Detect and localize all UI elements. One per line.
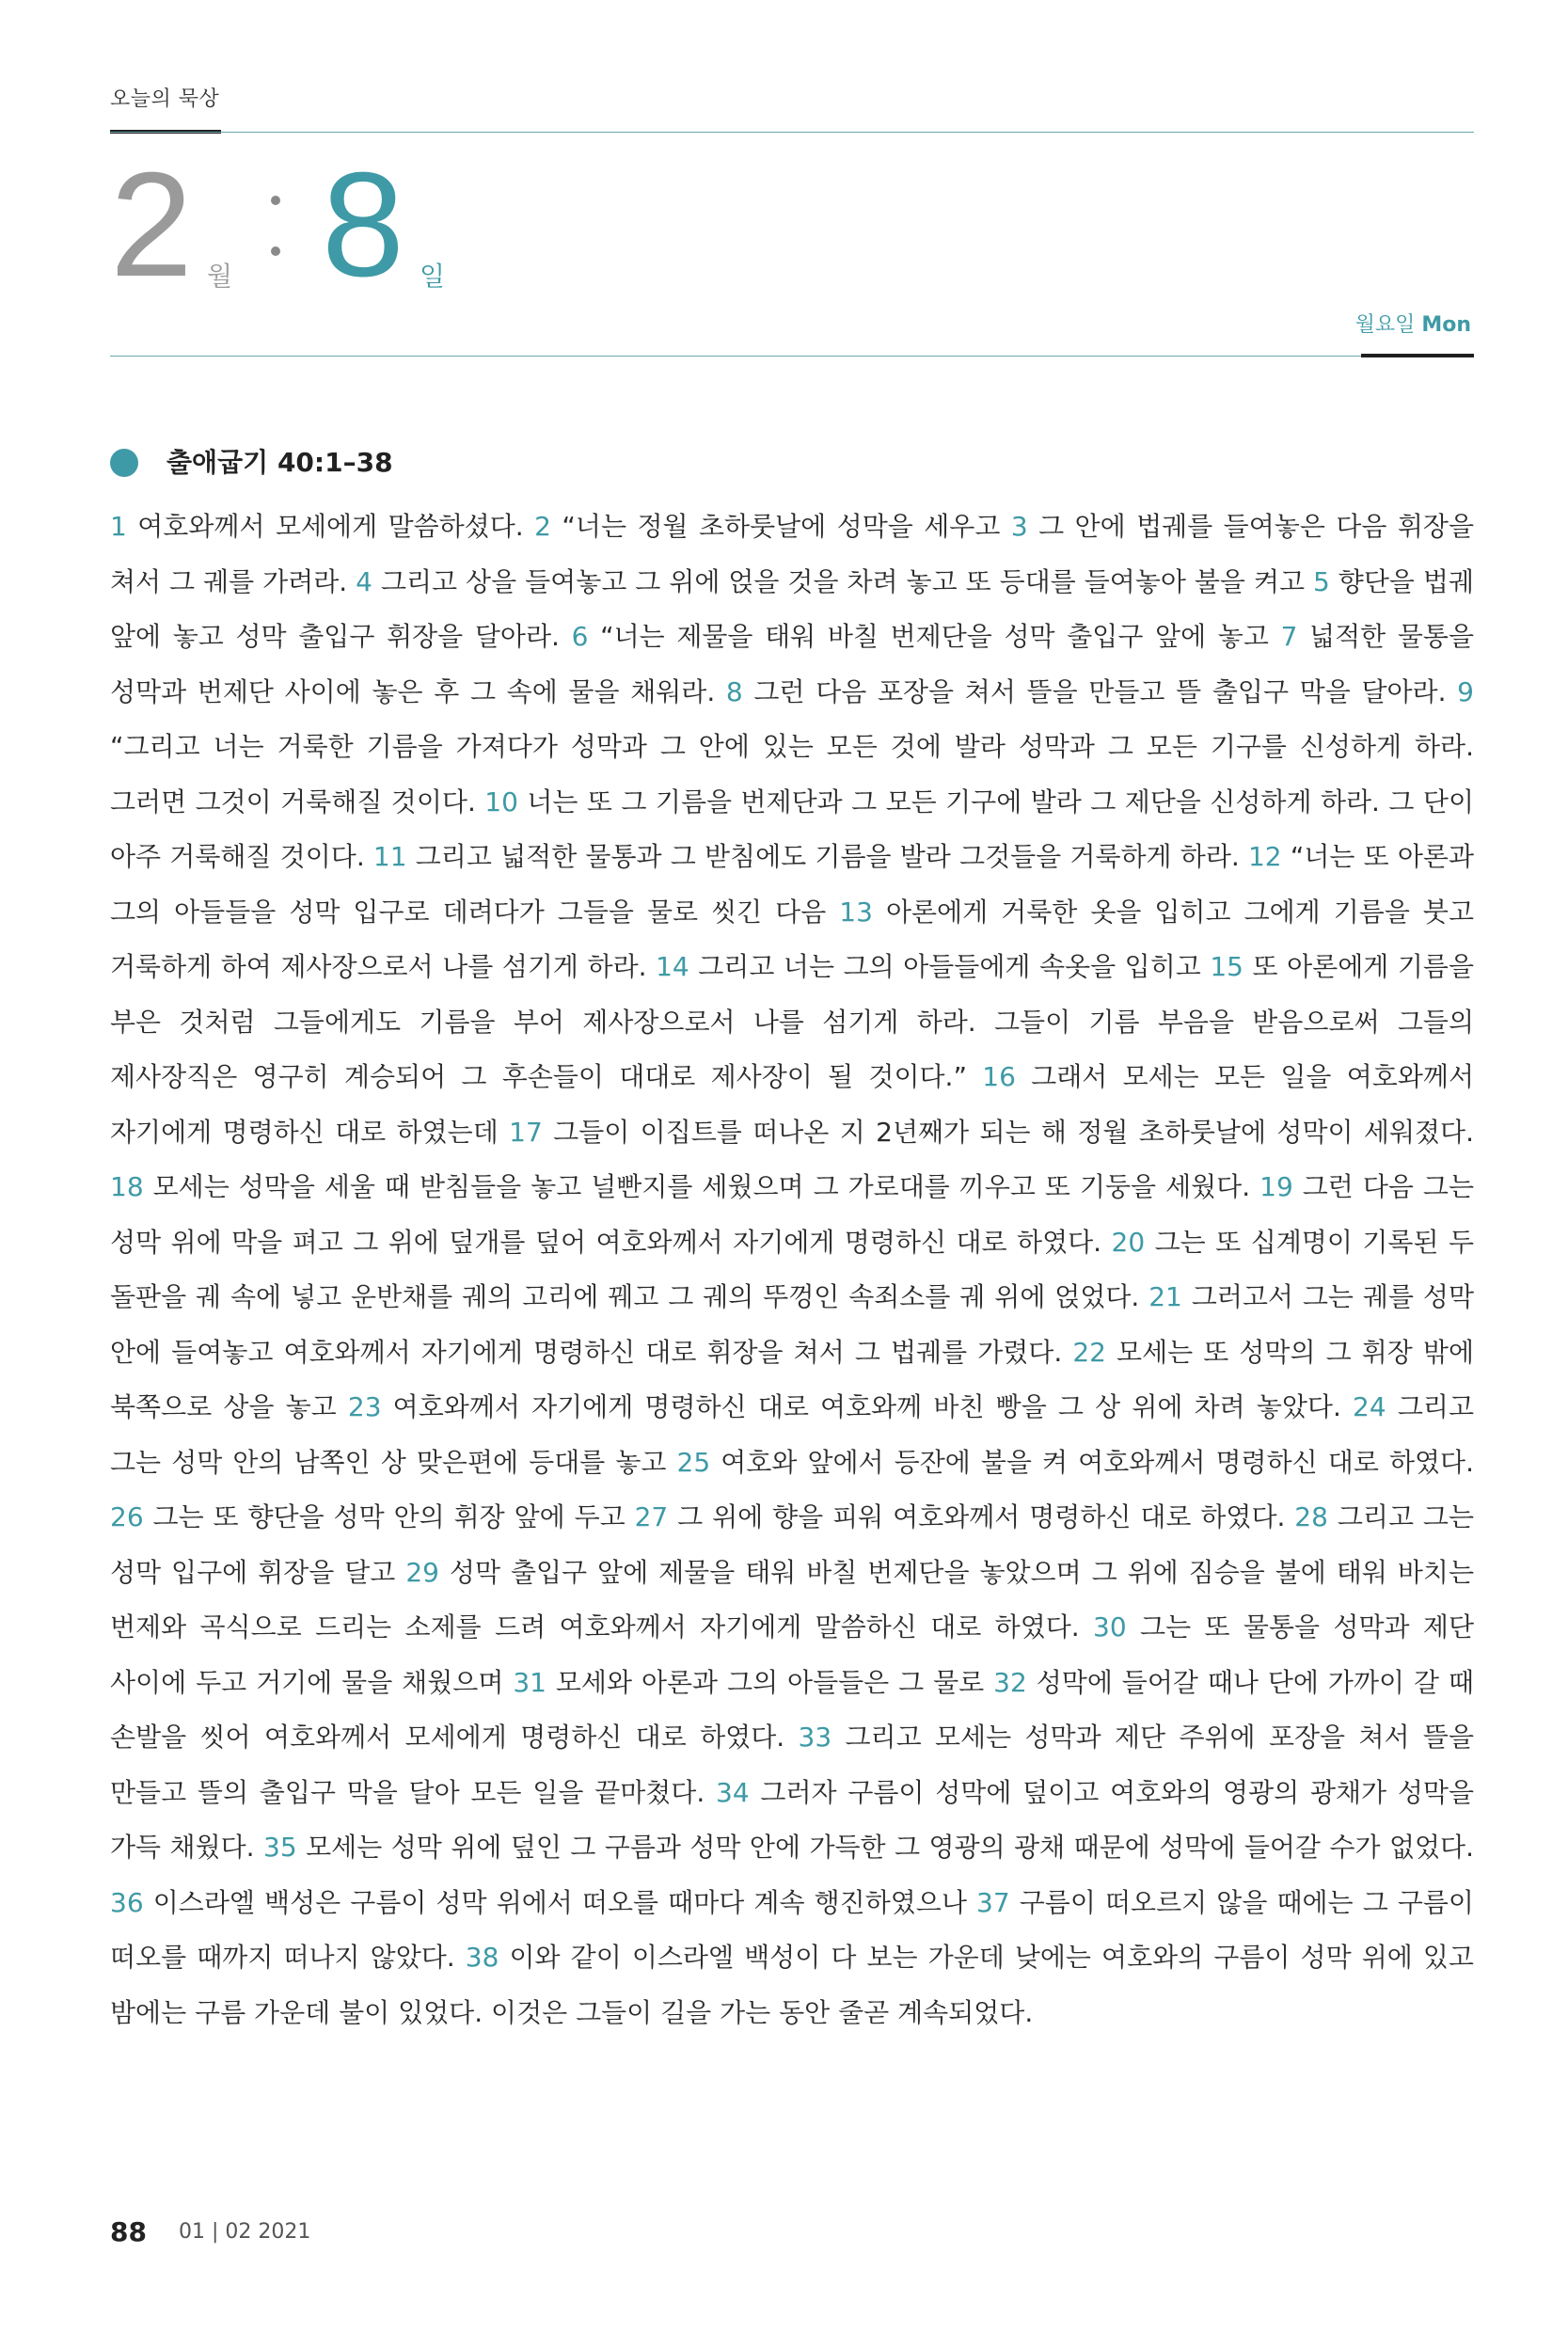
verse-text: 그리고 그는 성막 입구에 휘장을 달고 xyxy=(110,1501,1474,1588)
verse-number: 13 xyxy=(839,896,873,928)
verse-text: “그리고 너는 거룩한 기름을 가져다가 성막과 그 안에 있는 모든 것에 발라 성막과 그 모든 기구를 신성하게 하라. 그러면 그것이 거룩해질 것이다. xyxy=(110,731,1474,817)
verse-number: 38 xyxy=(465,1942,499,1973)
verse-number: 4 xyxy=(356,565,372,597)
verse-text: 그리고 넓적한 물통과 그 받침에도 기름을 발라 그것들을 거룩하게 하라. xyxy=(406,841,1248,872)
verse-text: 넓적한 물통을 성막과 번제단 사이에 놓은 후 그 속에 물을 채워라. xyxy=(110,621,1474,707)
verse-text: 그는 또 십계명이 기록된 두 돌판을 궤 속에 넣고 운반채를 궤의 고리에 꿰고 그 궤의 뚜껑인 속죄소를 궤 위에 얹었다. xyxy=(110,1226,1475,1312)
verse-text: 그런 다음 그는 성막 위에 막을 펴고 그 위에 덮개를 덮어 여호와께서 자기에게 명령하신 대로 하였다. xyxy=(110,1171,1475,1258)
verse-number: 15 xyxy=(1210,951,1243,982)
verse-number: 5 xyxy=(1313,565,1330,597)
verse-text: 여호와께서 모세에게 말씀하셨다. xyxy=(126,511,535,542)
verse-number: 30 xyxy=(1093,1611,1127,1643)
verse-number: 18 xyxy=(110,1171,144,1202)
verse-number: 27 xyxy=(634,1501,669,1532)
verse-text: “너는 정월 초하룻날에 성막을 세우고 xyxy=(550,511,1011,542)
verse-number: 23 xyxy=(347,1391,382,1422)
verse-number: 24 xyxy=(1353,1391,1386,1422)
verse-text: 모세는 또 성막의 그 휘장 밖에 북쪽으로 상을 놓고 xyxy=(110,1336,1474,1422)
verse-text: 모세와 아론과 그의 아들들은 그 물로 xyxy=(546,1666,994,1698)
verse-text: 그리고 상을 들여놓고 그 위에 얹을 것을 차려 놓고 또 등대를 들여놓아 불을 켜고 xyxy=(372,565,1314,597)
verse-text: 그 안에 법궤를 들여놓은 다음 휘장을 쳐서 그 궤를 가려라. xyxy=(110,511,1474,597)
verse-text: 그들이 이집트를 떠나온 지 2년째가 되는 해 정월 초하룻날에 성막이 세워졌다. xyxy=(542,1116,1474,1148)
verse-number: 28 xyxy=(1294,1501,1328,1532)
verse-text: 그리고 너는 그의 아들들에게 속옷을 입히고 xyxy=(689,951,1211,982)
scripture-reference: 출애굽기 40:1–38 xyxy=(166,447,393,478)
verse-number: 17 xyxy=(509,1116,543,1148)
verse-text: 그러고서 그는 궤를 성막 안에 들여놓고 여호와께서 자기에게 명령하신 대로 휘장을 쳐서 그 법궤를 가렸다. xyxy=(110,1281,1474,1368)
verse-text: 너는 또 그 기름을 번제단과 그 모든 기구에 발라 그 제단을 신성하게 하라. 그 단이 아주 거룩해질 것이다. xyxy=(110,786,1474,872)
verse-text: 이와 같이 이스라엘 백성이 다 보는 가운데 낮에는 여호와의 구름이 성막 위에 있고 밤에는 구름 가운데 불이 있었다. 이것은 그들이 길을 가는 동안 줄곧 계속되었다. xyxy=(110,1942,1474,2028)
verse-text: 성막에 들어갈 때나 단에 가까이 갈 때 손발을 씻어 여호와께서 모세에게 명령하신 대로 하였다. xyxy=(110,1666,1474,1753)
page-number: 88 xyxy=(110,2216,147,2247)
verse-text: 이스라엘 백성은 구름이 성막 위에서 떠오를 때마다 계속 행진하였으나 xyxy=(143,1886,976,1918)
date-month: 2 xyxy=(110,142,193,308)
verse-text: 구름이 떠오르지 않을 때에는 그 구름이 떠오를 때까지 떠나지 않았다. xyxy=(110,1886,1474,1973)
verse-number: 11 xyxy=(372,841,407,872)
verse-number: 22 xyxy=(1072,1336,1106,1368)
verse-number: 12 xyxy=(1247,841,1282,872)
verse-number: 29 xyxy=(405,1556,439,1588)
verse-number: 10 xyxy=(484,786,518,817)
weekday-ko: 월요일 xyxy=(1354,313,1416,337)
verse-text: 아론에게 거룩한 옷을 입히고 그에게 기름을 붓고 거룩하게 하여 제사장으로서 나를 섬기게 하라. xyxy=(110,896,1475,982)
verse-text: 여호와 앞에서 등잔에 불을 켜 여호와께서 명령하신 대로 하였다. xyxy=(710,1446,1474,1478)
verse-text: 그 위에 향을 피워 여호와께서 명령하신 대로 하였다. xyxy=(668,1501,1295,1532)
section-label: 오늘의 묵상 xyxy=(110,87,220,111)
verse-number: 3 xyxy=(1010,511,1028,542)
verse-text: 그런 다음 포장을 쳐서 뜰을 만들고 뜰 출입구 막을 달아라. xyxy=(742,675,1458,707)
date-day: 8 xyxy=(322,142,404,308)
verse-number: 20 xyxy=(1111,1226,1146,1258)
verse-number: 21 xyxy=(1148,1281,1182,1312)
date-accent-bar xyxy=(1361,354,1474,357)
verse-number: 32 xyxy=(993,1666,1027,1698)
verse-text: 그래서 모세는 모든 일을 여호와께서 자기에게 명령하신 대로 하였는데 xyxy=(110,1061,1474,1148)
verse-text: 모세는 성막을 세울 때 받침들을 놓고 널빤지를 세웠으며 그 가로대를 끼우고 또 기둥을 세웠다. xyxy=(143,1171,1260,1202)
verse-number: 34 xyxy=(716,1776,750,1808)
verse-number: 7 xyxy=(1280,621,1298,652)
weekday xyxy=(1355,309,1471,338)
verse-text: 그러자 구름이 성막에 덮이고 여호와의 영광의 광채가 성막을 가득 채웠다. xyxy=(110,1776,1474,1863)
verse-number: 33 xyxy=(798,1722,832,1753)
verse-number: 1 xyxy=(110,511,127,542)
verse-number: 8 xyxy=(725,675,743,707)
bullet-dot-icon xyxy=(110,449,138,477)
verse-text: 그리고 그는 성막 안의 남쪽인 상 맞은편에 등대를 놓고 xyxy=(110,1391,1474,1478)
date-separator xyxy=(271,196,278,256)
verse-number: 37 xyxy=(976,1886,1010,1918)
verse-number: 14 xyxy=(656,951,689,982)
date-month-unit: 월 xyxy=(207,261,233,292)
verse-number: 26 xyxy=(110,1501,144,1532)
header-divider xyxy=(110,132,1474,133)
issue-date: 01 | 02 2021 xyxy=(179,2220,311,2244)
verse-text: 그는 또 향단을 성막 안의 휘장 앞에 두고 xyxy=(143,1501,635,1532)
verse-text: 또 아론에게 기름을 부은 것처럼 그들에게도 기름을 부어 제사장으로서 나를 섬기게 하라. 그들이 기름 부음을 받음으로써 그들의 제사장직은 영구히 계승되어 그 후손들이 대대로 제사장이 될 것이다.” xyxy=(110,951,1475,1092)
verse-text: 여호와께서 자기에게 명령하신 대로 여호와께 바친 빵을 그 상 위에 차려 놓았다. xyxy=(381,1391,1354,1422)
verse-text: “너는 또 아론과 그의 아들들을 성막 입구로 데려다가 그들을 물로 씻긴 다음 xyxy=(110,841,1474,928)
verse-text: 모세는 성막 위에 덮인 그 구름과 성막 안에 가득한 그 영광의 광채 때문에 성막에 들어갈 수가 없었다. xyxy=(296,1832,1474,1863)
verse-number: 19 xyxy=(1259,1171,1293,1202)
weekday-en: Mon xyxy=(1421,313,1471,337)
verse-text: “너는 제물을 태워 바칠 번제단을 성막 출입구 앞에 놓고 xyxy=(588,621,1281,652)
verse-text: 향단을 법궤 앞에 놓고 성막 출입구 휘장을 달아라. xyxy=(110,565,1475,652)
verse-number: 2 xyxy=(534,511,551,542)
verse-number: 25 xyxy=(676,1446,711,1478)
verse-number: 35 xyxy=(263,1832,297,1863)
verse-text: 그리고 모세는 성막과 제단 주위에 포장을 쳐서 뜰을 만들고 뜰의 출입구 막을 달아 모든 일을 끝마쳤다. xyxy=(110,1722,1474,1808)
verse-number: 9 xyxy=(1457,675,1474,707)
date-day-unit: 일 xyxy=(420,261,446,292)
scripture-passage xyxy=(110,500,1474,2040)
verse-text: 성막 출입구 앞에 제물을 태워 바칠 번제단을 놓았으며 그 위에 짐승을 불에 태워 바치는 번제와 곡식으로 드리는 소제를 드려 여호와께서 자기에게 말씀하신 대로 하였다. xyxy=(110,1556,1474,1643)
verse-number: 31 xyxy=(513,1666,546,1698)
date-divider xyxy=(110,356,1474,357)
verse-number: 36 xyxy=(110,1886,144,1918)
verse-number: 16 xyxy=(982,1061,1016,1092)
verse-text: 그는 또 물통을 성막과 제단 사이에 두고 거기에 물을 채웠으며 xyxy=(110,1611,1474,1698)
verse-number: 6 xyxy=(571,621,589,652)
